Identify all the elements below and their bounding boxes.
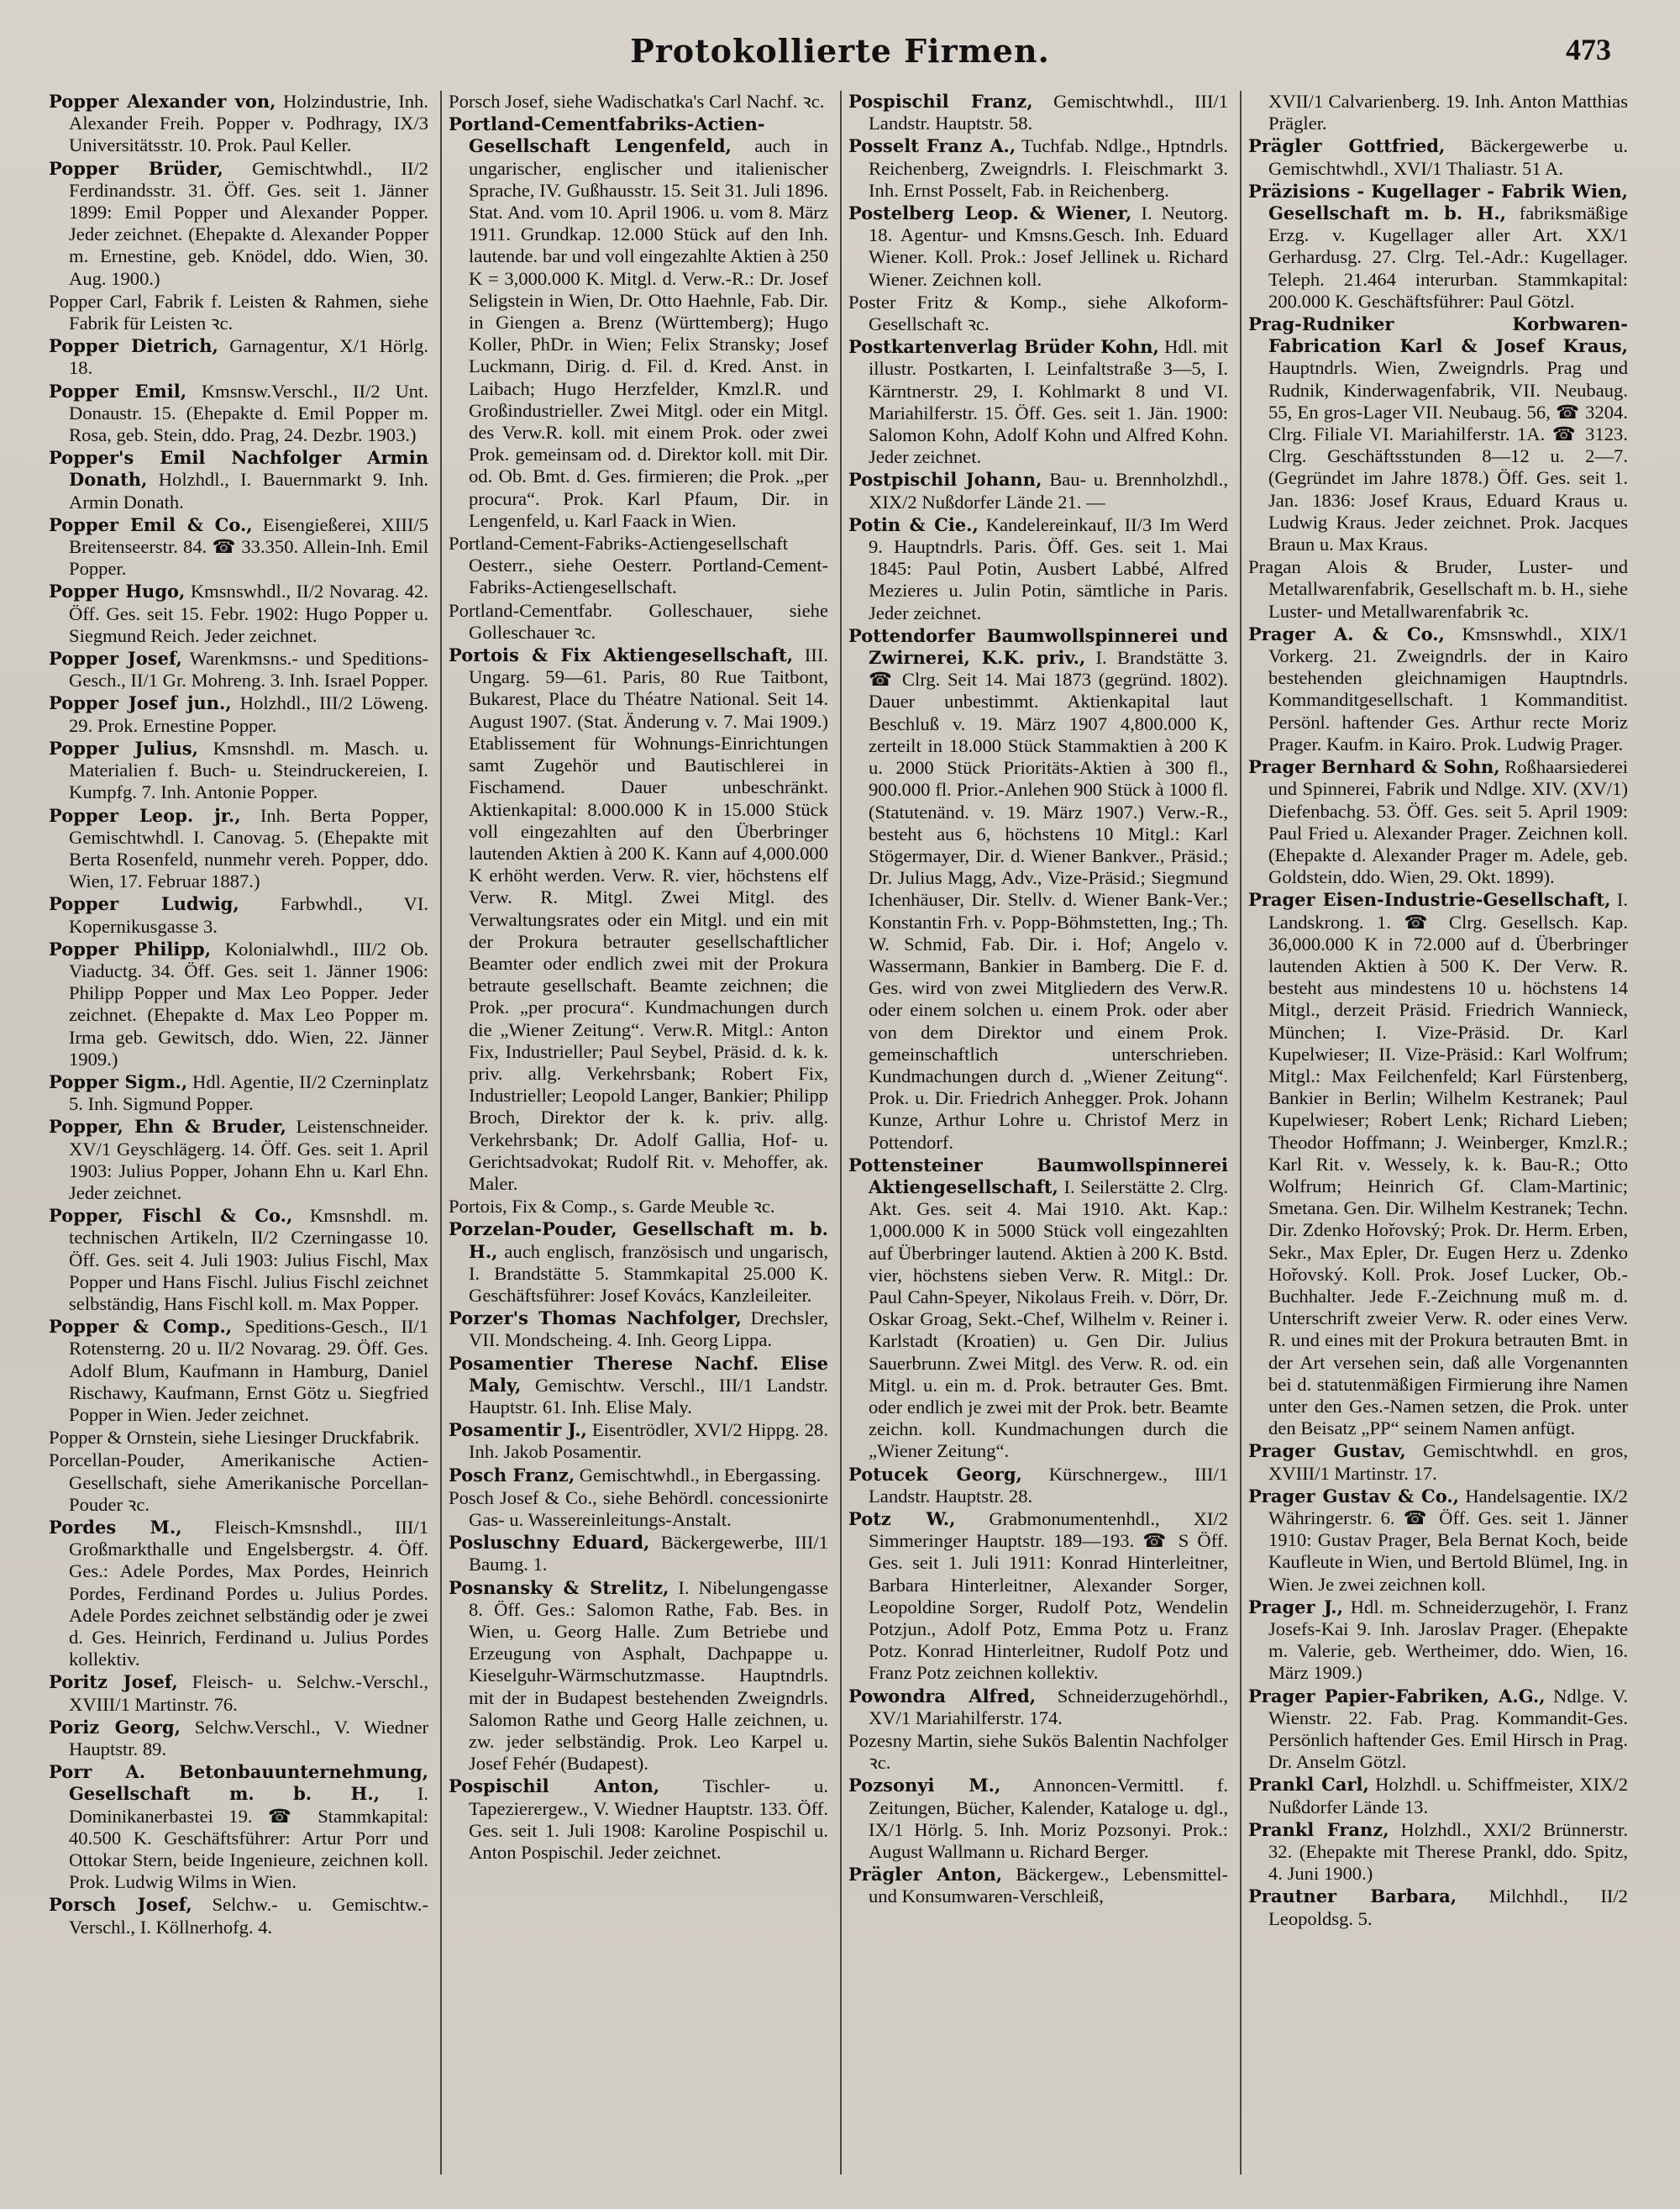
firm-name: Porsch Josef, bbox=[49, 1894, 192, 1916]
firm-entry bbox=[449, 600, 828, 644]
firm-name: Powondra Alfred, bbox=[848, 1685, 1037, 1707]
firm-details: Eisengießerei, XIII/5 Breitenseerstr. 84. ☎ 33.350. Allein-Inh. Emil Popper. bbox=[69, 513, 428, 580]
firm-entry bbox=[49, 1717, 428, 1760]
firm-name: Posamentier Therese Nachf. Elise Maly, bbox=[449, 1352, 828, 1396]
firm-details: siehe Golleschauer ꝛc. bbox=[469, 599, 828, 643]
firm-name: Popper Ludwig, bbox=[49, 893, 239, 915]
firm-entry bbox=[449, 644, 828, 1195]
firm-name: Popper Julius, bbox=[49, 737, 198, 759]
firm-name: Portland-Cementfabriks-Actien-Gesellschaft Lengenfeld, bbox=[449, 113, 765, 157]
firm-name: Pospischil Franz, bbox=[848, 91, 1033, 112]
firm-name: Popper Brüder, bbox=[49, 157, 223, 179]
firm-name: Prag-Rudniker Korbwaren-Fabrication Karl & Josef Kraus, bbox=[1248, 313, 1628, 357]
firm-details: Holzhdl., XXI/2 Brünnerstr. 32. (Ehepakte mit Therese Prankl, ddo. Spitz, 4. Juni 1900.) bbox=[1268, 1818, 1628, 1885]
firm-details: Bau- u. Brennholzhdl., XIX/2 Nußdorfer Lände 21. — bbox=[869, 469, 1228, 513]
column-3 bbox=[840, 91, 1228, 2175]
firm-details: Milchhdl., II/2 Leopoldsg. 5. bbox=[1268, 1886, 1628, 1929]
firm-name: Popper & Ornstein, bbox=[49, 1427, 197, 1449]
firm-entry bbox=[449, 533, 828, 599]
firm-entry bbox=[49, 335, 428, 379]
column-1 bbox=[49, 91, 428, 2175]
firm-name: Popper Josef, bbox=[49, 648, 182, 670]
firm-details: I. Brandstätte 3. ☎ Clrg. Seit 14. Mai 1873 (gegründ. 1802). Dauer unbestimmt. Aktienkapital laut Beschluß v. 19. März 1907 4,800.000 K, zerteilt in 18.000 Stück Stammaktien à 200 K u. 2000 Stück Prioritäts-Aktien à 300 fl., 900.000 fl. Prior.-Anlehen 900 Stück à 1000 fl. (Statutenänd. v. 19. März 1907.) Verw.-R., besteht aus 6, höchstens 10 Mitgl.: Karl Stögermayer, Dir. d. Wiener Bankver., Präsid.; Dr. Julius Magg, Adv., Vize-Präsid.; Siegmund Ichenhäuser, Dir. Stellv. d. Wiener Bank-Ver.; Konstantin Frh. v. Popp-Böhmstetten, Ing.; Th. W. Schmid, Fab. Dir. i. Hof; Angelo v. Wassermann, Bankier in Bamberg. Die F. d. Ges. wird von zwei Mitgliedern des Verw.R. oder einem solchen u. einem Prok. oder aber von dem Direktor und einem Prok. gemeinschaftlich unterschrieben. Kundmachungen durch d. „Wiener Zeitung“. Prok. u. Dir. Friedrich Anhegger. Prok. Johann Kunze, Arthur Lohre u. Christof Merz in Pottendorf. bbox=[869, 647, 1228, 1153]
firm-details: Hdl. Agentie, II/2 Czerninplatz 5. Inh. Sigmund Popper. bbox=[69, 1070, 428, 1115]
firm-details: Holzindustrie, Inh. Alexander Freih. Popper v. Podhragy, IX/3 Universitätsstr. 10. Prok. Paul Keller. bbox=[69, 91, 428, 156]
firm-details: Annoncen-Vermittl. f. Zeitungen, Bücher, Kalender, Kataloge u. dgl., IX/1 Hörlg. 5. Inh. Moriz Pozsonyi. Prok.: August Wallmann u. Richard Berger. bbox=[869, 1775, 1228, 1863]
firm-entry bbox=[49, 1517, 428, 1670]
firm-details: Tischler- u. Tapezierergew., V. Wiedner Hauptstr. 133. Öff. Ges. seit 1. Juli 1908: Karoline Pospischil u. Anton Pospischil. Jeder zeichnet. bbox=[469, 1775, 828, 1864]
page-header bbox=[50, 32, 1630, 82]
firm-name: Prager Gustav & Co., bbox=[1248, 1485, 1459, 1507]
firm-entry bbox=[49, 1116, 428, 1204]
firm-name: Popper Hugo, bbox=[49, 581, 186, 602]
firm-name: Popper Sigm., bbox=[49, 1070, 188, 1092]
firm-entry bbox=[1248, 313, 1628, 555]
firm-details: Kandelereinkauf, II/3 Im Werd 9. Hauptndrls. Paris. Öff. Ges. seit 1. Mai 1845: Paul Potin, Ausbert Labbé, Alfred Mezieres u. Julin Potin, sämtliche in Paris. Jeder zeichnet. bbox=[869, 513, 1228, 623]
firm-name: Porcellan-Pouder, bbox=[49, 1449, 185, 1471]
firm-entry bbox=[49, 1071, 428, 1115]
firm-entry bbox=[1248, 135, 1628, 179]
firm-name: Popper, Ehn & Bruder, bbox=[49, 1116, 286, 1138]
firm-name: Potin & Cie., bbox=[848, 513, 979, 535]
firm-details: Roßhaarsiederei und Spinnerei, Fabrik und Ndlge. XIV. (XV/1) Diefenbachg. 53. Öff. Ges. seit 5. April 1909: Paul Fried u. Alexander Prager. Zeichnen koll. (Ehepakte d. Alexander Prager m. Adele, geb. Goldstein, ddo. Wien, 29. Okt. 1899). bbox=[1268, 756, 1628, 888]
firm-details: Hdl. m. Schneiderzugehör, I. Franz Josefs-Kai 9. Inh. Jaroslav Prager. (Ehepakte m. Valerie, geb. Wertheimer, ddo. Wien, 16. März 1909.) bbox=[1268, 1596, 1628, 1684]
firm-name: Popper & Comp., bbox=[49, 1316, 233, 1338]
firm-entry bbox=[49, 893, 428, 937]
firm-entry bbox=[848, 91, 1228, 134]
firm-details: Hdl. mit illustr. Postkarten, I. Leinfaltstraße 3—5, I. Kärntnerstr. 29, I. Kohlmarkt 8 und VI. Mariahilferstr. 15. Öff. Ges. seit 1. Jän. 1900: Salomon Kohn, Adolf Kohn und Alfred Kohn. Jeder zeichnet. bbox=[869, 336, 1228, 468]
firm-details: Kmsnswhdl., XIX/1 Vorkerg. 21. Zweigndrls. der in Kairo bestehenden gleichnamigen Hauptndrls. Kommanditgesellschaft. 1 Kommanditist. Persönl. haftender Ges. Arthur recte Moriz Prager. Kaufm. in Kairo. Prok. Ludwig Prager. bbox=[1268, 623, 1628, 755]
firm-name: Popper's Emil Nachfolger Armin Donath, bbox=[49, 447, 428, 491]
firm-name: Prager Eisen-Industrie-Gesellschaft, bbox=[1248, 889, 1611, 911]
firm-entry bbox=[1248, 623, 1628, 755]
firm-details: Drechsler, VII. Mondscheing. 4. Inh. Georg Lippa. bbox=[469, 1307, 828, 1351]
firm-name: Porzer's Thomas Nachfolger, bbox=[449, 1307, 742, 1329]
firm-entry bbox=[49, 805, 428, 893]
firm-name: Porr A. Betonbauunternehmung, Gesellschaft m. b. H., bbox=[49, 1761, 428, 1805]
firm-entry bbox=[848, 202, 1228, 291]
firm-name: Prägler Gottfried, bbox=[1248, 135, 1446, 157]
firm-name: Portland-Cement-Fabriks-Actiengesellschaft Oesterr., bbox=[449, 533, 789, 576]
firm-entry bbox=[449, 1353, 828, 1419]
firm-entry bbox=[449, 1487, 828, 1531]
firm-entry bbox=[49, 91, 428, 157]
firm-entry bbox=[49, 1316, 428, 1426]
page-title: Protokollierte Firmen. bbox=[630, 32, 1050, 70]
firm-name: Prautner Barbara, bbox=[1248, 1886, 1457, 1907]
firm-entry bbox=[49, 1671, 428, 1715]
firm-name: Potucek Georg, bbox=[848, 1463, 1022, 1485]
firm-name: Posluschny Eduard, bbox=[449, 1532, 650, 1554]
firm-name: Popper Leop. jr., bbox=[49, 804, 241, 826]
firm-details: Gemischtwhdl., III/1 Landstr. Hauptstr. 58. bbox=[869, 91, 1228, 134]
page-number: 473 bbox=[1566, 33, 1611, 66]
firm-name: Prager A. & Co., bbox=[1248, 623, 1445, 644]
firm-details: Gemischtwhdl., II/2 Ferdinandsstr. 31. Öff. Ges. seit 1. Jänner 1899: Emil Popper und Alexander Popper. Jeder zeichnet. (Ehepakte d. Alexander Popper m. Ernestine, geb. Knödel, ddo. Wien, 30. Aug. 1900.) bbox=[69, 157, 428, 289]
firm-name: Popper Emil & Co., bbox=[49, 513, 253, 535]
firm-name: Prager Papier-Fabriken, A.G., bbox=[1248, 1685, 1546, 1707]
firm-name: Prager Gustav, bbox=[1248, 1440, 1406, 1462]
firm-name: Prägler Anton, bbox=[848, 1864, 1003, 1886]
firm-entry bbox=[848, 469, 1228, 513]
firm-entry bbox=[848, 1775, 1228, 1863]
firm-details: XVII/1 Calvarienberg. 19. Inh. Anton Matthias Prägler. bbox=[1268, 91, 1628, 134]
firm-details: Kolonialwhdl., III/2 Ob. Viaductg. 34. Öff. Ges. seit 1. Jänner 1906: Philipp Popper und Max Leo Popper. Jeder zeichnet. (Ehepakte d. Max Leo Popper m. Irma geb. Gewitsch, ddo. Wien, 22. Jänner 1909.) bbox=[69, 938, 428, 1070]
firm-name: Pozesny Martin, bbox=[848, 1730, 974, 1752]
firm-details: Holzhdl., I. Bauernmarkt 9. Inh. Armin Donath. bbox=[69, 469, 428, 513]
firm-details: Tuchfab. Ndlge., Hptndrls. Reichenberg, Zweigndrls. I. Fleischmarkt 3. Inh. Ernst Posselt, Fab. in Reichenberg. bbox=[869, 135, 1228, 201]
firm-details: auch in ungarischer, englischer und italienischer Sprache, IV. Gußhausstr. 15. Seit 31. Juli 1896. Stat. And. vom 10. April 1906. u. vom 8. März 1911. Grundkap. 12.000 Stück auf den Inh. lautende. bar und voll eingezahlte Aktien à 250 K = 3,000.000 K. Mitgl. d. Verw.-R.: Dr. Josef Seligstein in Wien, Dr. Otto Haehnle, Fab. Dir. in Giengen a. Brenz (Württemberg); Hugo Koller, PhDr. in Wien; Felix Stransky; Josef Luckmann, Dirig. d. Fil. d. Kred. Anst. in Laibach; Hugo Herzfelder, Kmzl.R. und Großindustrieller. Zwei Mitgl. oder ein Mitgl. des Verw.R. koll. mit einem Prok. oder zwei Prok. gemeinsam od. d. Direktor koll. mit Dir. od. Ob. Bmt. d. Ges. firmieren; die Prok. „per procura“. Prok. Karl Pfaum, Dir. in Lengenfeld, u. Karl Faack in Wien. bbox=[469, 135, 828, 531]
firm-entry bbox=[1248, 91, 1628, 134]
firm-name: Portois & Fix Aktiengesellschaft, bbox=[449, 644, 794, 666]
firm-name: Portois, Fix & Comp., bbox=[449, 1196, 617, 1218]
firm-details: Fleisch-Kmsnshdl., III/1 Großmarkthalle und Engelsbergstr. 4. Öff. Ges.: Adele Pordes, Max Pordes, Heinrich Pordes, Ferdinand Pordes u. Julius Pordes. Adele Pordes zeichnet selbständig oder je zwei d. Ges. Heinrich, Ferdinand u. Julius Pordes kollektiv. bbox=[69, 1517, 428, 1670]
firm-details: Schneiderzugehörhdl., XV/1 Mariahilferstr. 174. bbox=[869, 1685, 1228, 1728]
firm-details: Luster- und Metallwarenfabrik, Gesellschaft m. b. H., siehe Luster- und Metallwarenfabrik ꝛc. bbox=[1268, 556, 1628, 622]
firm-entry bbox=[49, 1894, 428, 1938]
firm-details: Bäckergew., Lebensmittel- und Konsumwaren-Verschleiß, bbox=[869, 1864, 1228, 1907]
firm-entry bbox=[848, 625, 1228, 1154]
firm-entry bbox=[1248, 181, 1628, 313]
firm-details: III. Ungarg. 59—61. Paris, 80 Rue Taitbont, Bukarest, Place du Théatre National. Seit 14. August 1907. (Stat. Änderung v. 7. Mai 1909.) Etablissement für Wohnungs-Einrichtungen samt Zugehör und Bautischlerei in Fischamend. Dauer unbeschränkt. Aktienkapital: 8.000.000 K in 15.000 Stück voll eingezahlten auf den Überbringer lautenden Aktien à 200 K. Kann auf 4,000.000 K erhöht werden. Verw. R. vier, höchstens elf Verw. R. Mitgl. Zwei Mitgl. des Verwaltungsrates oder ein Mitgl. und ein mit der Prokura betrauter gesellschaftlicher Beamter oder endlich zwei mit der Prokura betraute gesellschaft. Beamte zeichnen; die Prok. „per procura“. Kundmachungen durch die „Wiener Zeitung“. Verw.R. Mitgl.: Anton Fix, Industrieller; Paul Seybel, Präsid. d. k. k. priv. allg. Verkehrsbank; Robert Fix, Industrieller; Leopold Langer, Bankier; Philipp Broch, Direktor der k. k. priv. allg. Verkehrsbank; Dr. Adolf Gallia, Hof- u. Gerichtsadvokat; Rudolf Rit. v. Mehoffer, ak. Maler. bbox=[469, 644, 828, 1194]
firm-entry bbox=[1248, 1819, 1628, 1886]
firm-entry bbox=[1248, 1886, 1628, 1929]
firm-details: Farbwhdl., VI. Kopernikusgasse 3. bbox=[69, 893, 428, 937]
firm-entry bbox=[49, 738, 428, 804]
firm-name: Popper Dietrich, bbox=[49, 335, 218, 357]
firm-details: s. Garde Meuble ꝛc. bbox=[622, 1196, 775, 1218]
firm-details: Holzhdl. u. Schiffmeister, XIX/2 Nußdorfer Lände 13. bbox=[1268, 1774, 1628, 1817]
firm-name: Präzisions - Kugellager - Fabrik Wien, Gesellschaft m. b. H., bbox=[1248, 180, 1628, 224]
firm-name: Posamentir J., bbox=[449, 1419, 587, 1441]
firm-details: Grabmonumentenhdl., XI/2 Simmeringer Hauptstr. 189—193. ☎ S Öff. Ges. seit 1. Juli 1911: Konrad Hinterleitner, Barbara Hinterleitner, Alexander Sorger, Leopoldine Sorger, Rudolf Potz, Wendelin Potzjun., Adolf Potz, Emma Potz u. Franz Potz. Konrad Hinterleitner, Rudolf Potz und Franz Potz zeichnen kollektiv. bbox=[869, 1508, 1228, 1684]
firm-name: Pospischil Anton, bbox=[449, 1775, 660, 1797]
firm-details: Inh. Berta Popper, Gemischtwhdl. I. Canovag. 5. (Ehepakte mit Berta Rosenfeld, nunmehr vereh. Popper, ddo. Wien, 17. Februar 1887.) bbox=[69, 804, 428, 892]
firm-details: siehe Sukös Balentin Nachfolger ꝛc. bbox=[869, 1730, 1228, 1774]
firm-name: Poster Fritz & Komp., bbox=[848, 291, 1067, 313]
firm-name: Pozsonyi M., bbox=[848, 1775, 1001, 1796]
firm-entry bbox=[449, 1196, 828, 1218]
column-4 bbox=[1240, 91, 1628, 2175]
firm-name: Popper Emil, bbox=[49, 380, 187, 402]
firm-name: Posnansky & Strelitz, bbox=[449, 1576, 669, 1598]
firm-name: Popper Philipp, bbox=[49, 938, 212, 960]
firm-entry bbox=[848, 135, 1228, 202]
firm-entry bbox=[1248, 556, 1628, 623]
firm-details: Selchw.- u. Gemischtw.-Verschl., I. Köllnerhofg. 4. bbox=[69, 1894, 428, 1938]
firm-details: Garnagentur, X/1 Hörlg. 18. bbox=[69, 335, 428, 379]
firm-details: siehe Oesterr. Portland-Cement-Fabriks-Actiengesellschaft. bbox=[469, 555, 828, 598]
firm-name: Poritz Josef, bbox=[49, 1671, 178, 1693]
firm-entry bbox=[49, 381, 428, 447]
firm-name: Posch Franz, bbox=[449, 1464, 575, 1486]
firm-entry bbox=[1248, 889, 1628, 1439]
firm-details: I. Nibelungengasse 8. Öff. Ges.: Salomon Rathe, Fab. Bes. in Wien, u. Georg Halle. Zum Betriebe und Erzeugung von Asphalt, Dachpappe u. Kieselguhr-Wärmschutzmasse. Hauptndrls. mit der in Budapest bestehenden Zweigndrls. Salomon Rathe und Georg Halle zeichnen, u. zw. jeder selbständig. Prok. Leo Karpel u. Josef Fehér (Budapest). bbox=[469, 1576, 828, 1775]
firm-entry bbox=[848, 1464, 1228, 1507]
firm-name: Postkartenverlag Brüder Kohn, bbox=[848, 336, 1159, 358]
firm-details: siehe Liesinger Druckfabrik. bbox=[202, 1427, 420, 1449]
firm-details: Gemischtwhdl. en gros, XVIII/1 Martinstr. 17. bbox=[1268, 1440, 1628, 1484]
firm-entry bbox=[1248, 1774, 1628, 1817]
columns-container bbox=[49, 91, 1628, 2175]
firm-entry bbox=[449, 1465, 828, 1486]
firm-name: Popper Carl, bbox=[49, 290, 148, 312]
firm-details: I. Dominikanerbastei 19. ☎ Stammkapital: 40.500 K. Geschäftsführer: Artur Porr und Ottokar Stern, beide Ingenieure, zeichnen koll. Prok. Ludwig Wilms in Wien. bbox=[69, 1783, 428, 1893]
firm-entry bbox=[848, 292, 1228, 335]
firm-entry bbox=[49, 939, 428, 1070]
firm-details: siehe Alkoform-Gesellschaft ꝛc. bbox=[869, 291, 1228, 335]
firm-entry bbox=[49, 291, 428, 334]
firm-details: Leistenschneider. XV/1 Geyschlägerg. 14. Öff. Ges. seit 1. April 1903: Julius Popper, Johann Ehn u. Karl Ehn. Jeder zeichnet. bbox=[69, 1116, 428, 1203]
firm-details: Eisentrödler, XVI/2 Hippg. 28. Inh. Jakob Posamentir. bbox=[469, 1419, 828, 1463]
firm-details: Kürschnergew., III/1 Landstr. Hauptstr. 28. bbox=[869, 1463, 1228, 1507]
firm-details: Gemischtw. Verschl., III/1 Landstr. Hauptstr. 61. Inh. Elise Maly. bbox=[469, 1374, 828, 1417]
firm-name: Porsch Josef, bbox=[449, 91, 549, 112]
firm-entry bbox=[49, 1205, 428, 1315]
firm-entry bbox=[449, 91, 828, 113]
firm-entry bbox=[848, 1864, 1228, 1907]
firm-name: Popper Josef jun., bbox=[49, 692, 232, 714]
firm-name: Posch Josef & Co., bbox=[449, 1486, 597, 1508]
firm-entry bbox=[848, 1686, 1228, 1729]
firm-entry bbox=[1248, 1686, 1628, 1774]
firm-details: Gemischtwhdl., in Ebergassing. bbox=[579, 1464, 822, 1486]
firm-name: Prankl Franz, bbox=[1248, 1818, 1389, 1840]
firm-entry bbox=[449, 113, 828, 532]
firm-details: fabriksmäßige Erzg. v. Kugellager aller Art. XX/1 Gerhardusg. 27. Clrg. Tel.-Adr.: Kugellager. Teleph. 21.464 interurban. Stammkapital: 200.000 K. Geschäftsführer: Paul Götzl. bbox=[1268, 202, 1628, 312]
firm-entry bbox=[49, 447, 428, 513]
firm-details: I. Landskrong. 1. ☎ Clrg. Gesellsch. Kap. 36,000.000 K in 72.000 auf d. Überbringer lautenden Aktien à 500 K. Der Verw. R. besteht aus mindestens 10 u. höchstens 14 Mitgl., derzeit Präsid. Friedrich Wannieck, München; I. Vize-Präsid. Dr. Karl Kupelwieser; II. Vize-Präsid.: Karl Wolfrum; Mitgl.: Max Feilchenfeld; Karl Fürstenberg, Bankier in Berlin; Wilhelm Kestranek; Paul Kupelwieser; Robert Lenk; Richard Lieben; Theodor Hoffmann; J. Weinberger, Kmzl.R.; Karl Rit. v. Wessely, k. k. Bau-R.; Otto Wolfrum; Heinrich Gf. Clam-Martinic; Smetana. Gen. Dir. Wilhelm Kestranek; Techn. Dir. Zdenko Hořovský; Prok. Dr. Herm. Erben, Sekr., Max Epler, Dr. Eugen Herz u. Zdenko Hořovský. Koll. Prok. Josef Lucker, Ob.-Buchhalter. Jede F.-Zeichnung muß m. d. Unterschrift zweier Verw. R. oder eines Verw. R. und eines mit der Prokura betrauten Bmt. in der Art versehen sein, daß alle Vorgenannten bei d. statutenmäßigen Firmierung ihre Namen unter den Ges.-Namen setzen, die Prok. unter den Beisatz „PP“ seinem Namen anfügt. bbox=[1268, 889, 1628, 1439]
firm-entry bbox=[449, 1577, 828, 1775]
firm-entry bbox=[848, 336, 1228, 468]
firm-name: Pottensteiner Baumwollspinnerei Aktiengesellschaft, bbox=[848, 1154, 1228, 1197]
firm-details: Ndlge. V. Wienstr. 22. Fab. Prag. Kommandit-Ges. Persönlich haftender Ges. Emil Hirsch in Prag. Dr. Anselm Götzl. bbox=[1268, 1685, 1628, 1773]
firm-name: Postpischil Johann, bbox=[848, 469, 1042, 491]
firm-details: Bäckergewerbe, III/1 Baumg. 1. bbox=[469, 1532, 828, 1575]
firm-details: Warenkmsns.- und Speditions-Gesch., II/1 Gr. Mohreng. 3. Inh. Israel Popper. bbox=[69, 648, 428, 692]
firm-entry bbox=[449, 1218, 828, 1307]
firm-name: Pordes M., bbox=[49, 1517, 182, 1538]
firm-entry bbox=[49, 514, 428, 581]
firm-entry bbox=[1248, 756, 1628, 888]
firm-details: Kmsnshdl. m. Masch. u. Materialien f. Buch- u. Steindruckereien, I. Kumpfg. 7. Inh. Antonie Popper. bbox=[69, 737, 428, 803]
firm-entry bbox=[1248, 1596, 1628, 1685]
firm-entry bbox=[49, 1761, 428, 1893]
firm-entry bbox=[848, 1730, 1228, 1774]
firm-name: Prankl Carl, bbox=[1248, 1774, 1369, 1796]
firm-entry bbox=[848, 514, 1228, 624]
firm-details: Fabrik f. Leisten & Rahmen, siehe Fabrik für Leisten ꝛc. bbox=[69, 290, 428, 334]
firm-entry bbox=[449, 1307, 828, 1351]
firm-details: Handelsagentie. IX/2 Währingerstr. 6. ☎ Öff. Ges. seit 1. Jänner 1910: Gustav Prager, Bela Bernat Koch, beide Kaufleute in Wien, und Bertold Blümel, Ing. in Wien. Je zwei zeichnen koll. bbox=[1268, 1485, 1628, 1595]
firm-name: Prager Bernhard & Sohn, bbox=[1248, 756, 1500, 778]
firm-entry bbox=[49, 158, 428, 290]
firm-details: auch englisch, französisch und ungarisch, I. Brandstätte 5. Stammkapital 25.000 K. Geschäftsführer: Josef Kovács, Kanzleileiter. bbox=[469, 1240, 828, 1306]
firm-details: Kmsnswhdl., II/2 Novarag. 42. Öff. Ges. seit 15. Febr. 1902: Hugo Popper u. Siegmund Reich. Jeder zeichnet. bbox=[69, 581, 428, 646]
firm-details: I. Neutorg. 18. Agentur- und Kmsns.Gesch. Inh. Eduard Wiener. Koll. Prok.: Josef Jellinek u. Richard Wiener. Zeichnen koll. bbox=[869, 202, 1228, 290]
firm-details: siehe Wadischatka's Carl Nachf. ꝛc. bbox=[553, 91, 825, 112]
firm-entry bbox=[49, 581, 428, 647]
firm-name: Prager J., bbox=[1248, 1596, 1343, 1617]
firm-name: Poriz Georg, bbox=[49, 1716, 181, 1738]
firm-details: Hauptndrls. Wien, Zweigndrls. Prag und Rudnik, Kinderwagenfabrik, VII. Neubaug. 55, En gros-Lager VII. Neubaug. 56, ☎ 3204. Clrg. Filiale VI. Mariahilferstr. 1A. ☎ 3123. Clrg. Geschäftsstunden 8—12 u. 2—7. (Gegründet im Jahre 1878.) Öff. Ges. seit 1. Jan. 1836: Josef Kraus, Eduard Kraus u. Ludwig Kraus. Jeder zeichnet. Prok. Jacques Braun u. Max Kraus. bbox=[1268, 357, 1628, 555]
firm-entry bbox=[449, 1775, 828, 1864]
firm-entry bbox=[49, 692, 428, 736]
firm-name: Popper, Fischl & Co., bbox=[49, 1205, 293, 1227]
firm-name: Posselt Franz A., bbox=[848, 135, 1016, 157]
firm-entry bbox=[49, 1427, 428, 1449]
firm-details: Amerikanische Actien-Gesellschaft, siehe Amerikanische Porcellan-Pouder ꝛc. bbox=[69, 1449, 428, 1515]
firm-name: Pottendorfer Baumwollspinnerei und Zwirnerei, K.K. priv., bbox=[848, 624, 1228, 669]
firm-entry bbox=[1248, 1486, 1628, 1596]
firm-entry bbox=[49, 648, 428, 692]
firm-details: Bäckergewerbe u. Gemischtwhdl., XVI/1 Thaliastr. 51 A. bbox=[1268, 135, 1628, 179]
firm-details: siehe Behördl. concessionirte Gas- u. Wassereinleitungs-Anstalt. bbox=[469, 1486, 828, 1530]
firm-name: Porzelan-Pouder, Gesellschaft m. b. H., bbox=[449, 1218, 828, 1262]
column-2 bbox=[440, 91, 828, 2175]
firm-name: Popper Alexander von, bbox=[49, 91, 276, 112]
firm-name: Portland-Cementfabr. Golleschauer, bbox=[449, 599, 753, 621]
firm-entry bbox=[449, 1532, 828, 1575]
firm-name: Postelberg Leop. & Wiener, bbox=[848, 202, 1132, 224]
firm-entry bbox=[49, 1449, 428, 1516]
firm-details: I. Seilerstätte 2. Clrg. Akt. Ges. seit 4. Mai 1910. Akt. Kap.: 1,000.000 K in 5000 Stück voll eingezahlten auf Überbringer lautend. Aktien à 200 K. Bstd. vier, höchstens sieben Verw. R. Mitgl.: Dr. Paul Cahn-Speyer, Nikolaus Freih. v. Dörr, Dr. Oskar Groag, Sekt.-Chef, Wilhelm v. Reiner i. Karlstadt (Kroatien) u. Gen Dir. Julius Sauerbrunn. Zwei Mitgl. des Verw. R. od. ein Mitgl. u. ein m. d. Prok. betrauter Ges. Bmt. oder endlich je zwei mit der Prok. betr. Beamte zeichn. koll. Kundmachungen durch die „Wiener Zeitung“. bbox=[869, 1176, 1228, 1462]
firm-entry bbox=[449, 1419, 828, 1463]
firm-name: Potz W., bbox=[848, 1508, 956, 1529]
firm-entry bbox=[848, 1508, 1228, 1685]
firm-details: Fleisch- u. Selchw.-Verschl., XVIII/1 Martinstr. 76. bbox=[69, 1671, 428, 1715]
firm-details: Kmsnshdl. m. technischen Artikeln, II/2 Czerningasse 10. Öff. Ges. seit 4. Juli 1903: Julius Fischl, Max Popper und Hans Fischl. Julius Fischl zeichnet selbständig, Hans Fischl koll. m. Max Popper. bbox=[69, 1205, 428, 1314]
firm-details: Speditions-Gesch., II/1 Rotensterng. 20 u. II/2 Novarag. 29. Öff. Ges. Adolf Blum, Kaufmann in Hamburg, Daniel Rischawy, Kaufmann, Ernst Götz u. Siegfried Popper in Wien. Jeder zeichnet. bbox=[69, 1316, 428, 1425]
firm-details: Selchw.Verschl., V. Wiedner Hauptstr. 89. bbox=[69, 1716, 428, 1760]
firm-details: Kmsnsw.Verschl., II/2 Unt. Donaustr. 15. (Ehepakte d. Emil Popper m. Rosa, geb. Stein, ddo. Prag, 24. Dezbr. 1903.) bbox=[69, 380, 428, 446]
firm-name: Pragan Alois & Bruder, bbox=[1248, 556, 1493, 578]
firm-details: Holzhdl., III/2 Löweng. 29. Prok. Ernestine Popper. bbox=[69, 692, 428, 736]
firm-entry bbox=[1248, 1440, 1628, 1484]
firm-entry bbox=[848, 1154, 1228, 1463]
